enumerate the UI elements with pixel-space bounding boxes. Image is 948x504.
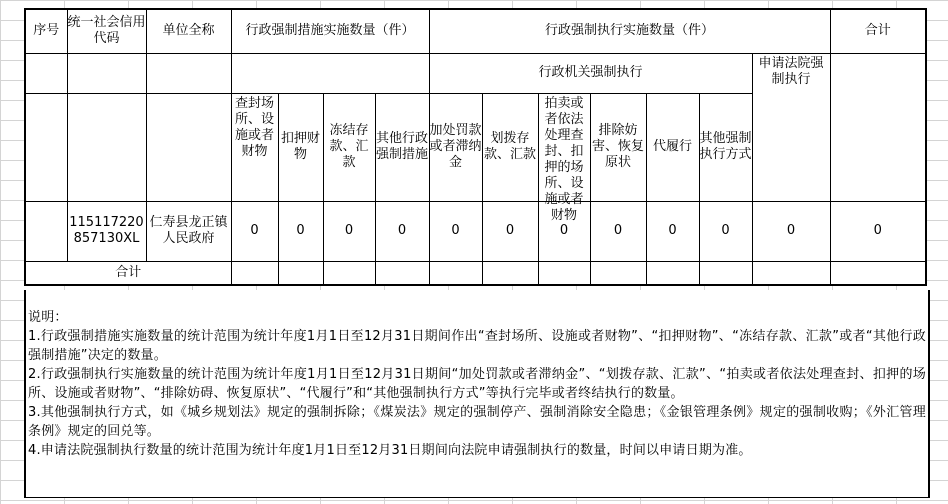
row-admin-1: 0	[482, 201, 538, 261]
empty-cell	[146, 53, 231, 93]
header-admin-auction-label: 拍卖或者依法处理查封、扣押的场所、设施或者财物	[544, 96, 584, 223]
total-cell	[830, 261, 926, 285]
row-measure-1: 0	[278, 201, 323, 261]
header-admin-remove: 排除妨害、恢复原状	[590, 93, 646, 201]
header-credit-code: 统一社会信用代码	[67, 9, 146, 53]
row-unit-name: 仁寿县龙正镇人民政府	[146, 201, 231, 261]
row-credit-code: 115117220857130XL	[67, 201, 146, 261]
header-admin-auction	[538, 93, 590, 223]
total-cell	[752, 261, 830, 285]
row-admin-4: 0	[646, 201, 699, 261]
header-measures-group: 行政强制措施实施数量（件）	[231, 9, 429, 53]
empty-cell	[231, 53, 429, 93]
total-row-label: 合计	[25, 261, 231, 285]
row-measure-2: 0	[323, 201, 375, 261]
header-seq: 序号	[25, 9, 67, 53]
enforcement-statistics-table	[24, 8, 927, 286]
empty-cell	[25, 53, 67, 93]
row-seq	[25, 201, 67, 261]
total-cell	[375, 261, 429, 285]
row-measure-3: 0	[375, 201, 429, 261]
empty-cell	[67, 53, 146, 93]
header-measure-freeze: 冻结存款、汇款	[323, 93, 375, 201]
row-admin-2: 0	[538, 201, 590, 261]
notes-section	[24, 290, 930, 498]
total-cell	[231, 261, 278, 285]
row-admin-3: 0	[590, 201, 646, 261]
empty-cell	[67, 93, 146, 201]
total-cell	[482, 261, 538, 285]
header-measure-other: 其他行政强制措施	[375, 93, 429, 201]
total-cell	[278, 261, 323, 285]
note-item-4: 4.申请法院强制执行数量的统计范围为统计年度1月1日至12月31日期间向法院申请强制执行的数量，时间以申请日期为准。	[28, 443, 752, 458]
total-cell	[323, 261, 375, 285]
header-total: 合计	[830, 9, 926, 53]
empty-cell	[25, 93, 67, 201]
header-admin-fine: 加处罚款或者滞纳金	[429, 93, 482, 201]
header-admin-other: 其他强制执行方式	[699, 93, 752, 201]
header-admin-enforcement: 行政机关强制执行	[429, 53, 752, 93]
total-cell	[699, 261, 752, 285]
empty-cell	[830, 53, 926, 201]
header-enforcement-group: 行政强制执行实施数量（件）	[429, 9, 830, 53]
row-admin-5: 0	[699, 201, 752, 261]
row-court: 0	[752, 201, 830, 261]
header-measure-seal	[231, 93, 278, 201]
total-cell	[646, 261, 699, 285]
total-cell	[429, 261, 482, 285]
row-total: 0	[830, 201, 926, 261]
row-measure-0: 0	[231, 201, 278, 261]
header-admin-substitute: 代履行	[646, 93, 699, 201]
total-cell	[538, 261, 590, 285]
note-item-3: 3.其他强制执行方式，如《城乡规划法》规定的强制拆除；《煤炭法》规定的强制停产、强制消除安全隐患；《金银管理条例》规定的强制收购；《外汇管理条例》规定的回兑等。	[28, 405, 926, 439]
empty-cell	[146, 93, 231, 201]
header-court-enforcement	[752, 53, 830, 201]
note-item-2: 2.行政强制执行实施数量的统计范围为统计年度1月1日至12月31日期间“加处罚款或者滞纳金”、“划拨存款、汇款”、“拍卖或者依法处理查封、扣押的场所、设施或者财物”、“排除妨碍、恢复原状”、“代履行”和“其他强制执行方式”等执行完毕或者终结执行的数量。	[28, 367, 926, 401]
header-measure-seize: 扣押财物	[278, 93, 323, 201]
header-unit-name: 单位全称	[146, 9, 231, 53]
note-item-1: 1.行政强制措施实施数量的统计范围为统计年度1月1日至12月31日期间作出“查封场所、设施或者财物”、“扣押财物”、“冻结存款、汇款”或者“其他行政强制措施”决定的数量。	[28, 329, 926, 363]
header-court-enforcement-label: 申请法院强制执行	[758, 55, 824, 87]
total-cell	[590, 261, 646, 285]
header-admin-transfer: 划拨存款、汇款	[482, 93, 538, 201]
row-admin-0: 0	[429, 201, 482, 261]
header-measure-seal-label: 查封场所、设施或者财物	[234, 96, 274, 159]
notes-title: 说明：	[28, 310, 68, 325]
